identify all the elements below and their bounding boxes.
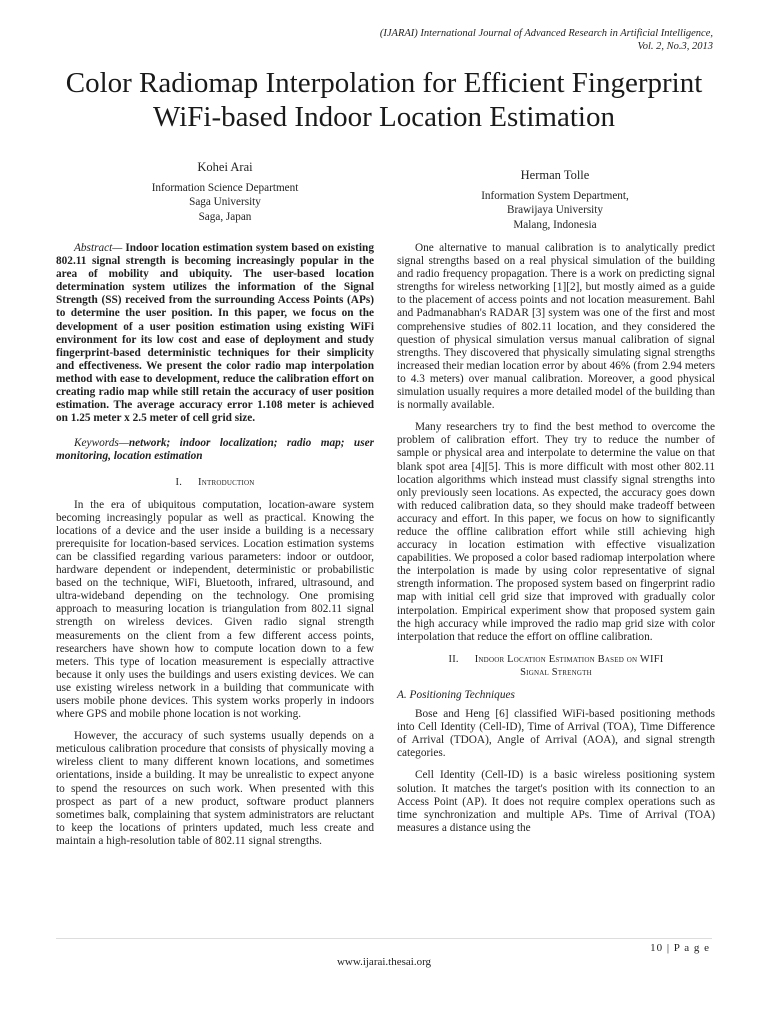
- paragraph: One alternative to manual calibration is to analytically predict signal strengths based on a real physical simulation of the building and radio frequency propagation. There is a work on predicting signal strengths for wireless networking [1][2], but mostly aimed as a guide to the placement of access points and not location measurement. Bahl and Padmanabhan's RADAR [3] system was one of the first and most comprehensive studies of 802.11 location, and they considered the question of physical simulation versus manual calibration of signal strengths. They discovered that physically simulating signal strengths increased their median location error by about 46% (from 2.94 meters to 4.3 meters) over manual calibration. Moreover, a good physical simulation usually requires a more detailed model of the building than is normally available.: [397, 242, 715, 412]
- paragraph: Cell Identity (Cell-ID) is a basic wireless positioning system solution. It matches the target's position with its connection to an Access Point (AP). It does not require complex operations such as time synchronization and multiple APs. Time of Arrival (TOA) measures a distance using the: [397, 769, 715, 834]
- author-affiliation: Saga University: [189, 196, 261, 208]
- paragraph: Bose and Heng [6] classified WiFi-based positioning methods into Cell Identity (Cell-ID), Time of Arrival (TOA), Time Difference of Arrival (TDOA), Angle of Arrival (AOA), and signal strength categories.: [397, 708, 715, 760]
- section-number: II.: [448, 653, 459, 665]
- journal-header-line2: Vol. 2, No.3, 2013: [637, 41, 713, 52]
- journal-header-line1: (IJARAI) International Journal of Advanced Research in Artificial Intelligence,: [379, 28, 713, 39]
- author-name: Herman Tolle: [520, 168, 590, 182]
- subsection-heading: A. Positioning Techniques: [397, 689, 515, 701]
- abstract: [56, 242, 374, 425]
- page-number: 10 | P a g e: [650, 942, 710, 954]
- left-column: [56, 242, 374, 857]
- paragraph: Many researchers try to find the best method to overcome the problem of calibration effort. They try to reduce the number of sample or physical area and interpolate to determine the value on that blank spot area [4][5]. This is more difficult with most other 802.11 location algorithms which instead must classify signal strengths into only previously seen locations. As expected, the accuracy goes down with reduced calibration data, so they should make tradeoff between accuracy and effort. In this paper, we focus on how to significantly reduce the offline calibration effort while still achieving high accuracy in location estimation with effective visualization capabilities. We proposed a color based radiomap interpolation where the interpolation is made by using color representative of signal strength information. The proposed system based on fingerprint radio map with initial cell grid size that improved with gradually color interpolation. Empirical experiment show that proposed system gain the high accuracy while improved the radio map grid size with color interpolation that reduce the effort on offline calibration.: [397, 421, 715, 643]
- section-heading-introduction: [56, 476, 374, 489]
- section-number: I.: [175, 476, 183, 488]
- right-column: [397, 242, 715, 844]
- abstract-text: Indoor location estimation system based on existing 802.11 signal strength is becoming increasingly popular in the area of mobility and ubiquity. The user-based location determination system utilizes the information of the Signal Strength (SS) received from the surrounding Access Points (APs) to determine the user position. In this paper, we focus on the development of a user position estimation using existing WiFi environment for its low cost and ease of deployment and study fingerprint-based deterministic techniques for their simplicity and effectiveness. We present the color radio map interpolation method with ease to development, reduce the calibration effort on creating radio map while still retain the accuracy of user position estimation. The average accuracy error 1.108 meter is achieved on 1.25 meter x 2.5 meter of cell grid size.: [56, 242, 374, 425]
- section-title-line1: Indoor Location Estimation Based on WIFI: [474, 653, 664, 665]
- author-name: Kohei Arai: [197, 160, 253, 174]
- keywords: [56, 437, 374, 463]
- section-heading-indoor-location: [397, 653, 715, 679]
- section-title: Introduction: [198, 476, 255, 488]
- section-title-line2: Signal Strength: [520, 666, 592, 678]
- journal-header: [213, 27, 713, 53]
- abstract-lead: Abstract—: [74, 242, 123, 254]
- paragraph: In the era of ubiquitous computation, location-aware system becoming increasingly popular as well as practical. Knowing the locations of a device and the user inside a building is a necessary prerequisite for location-based services. Location estimation systems can be classified regarding various parameters: indoor or outdoor, hardware dependent or independent, deterministic or probabilistic based on the technique, WiFi, Bluetooth, infrared, ultrasound, and ultra-wideband depending on the technology. One promising approach to measuring location is triangulation from 802.11 signal strength on wireless devices. Given radio signal strength measurements on the client from a few different access points, researchers have shown how to compute location down to a few meters. This type of location measurement is especially attractive because it only uses the buildings and users existing devices. We can use existing wireless network in a building that communicate with users mobile phone devices. This system works properly in indoors where GPS and mobile phone location is not working.: [56, 498, 374, 721]
- footer-divider: [56, 938, 712, 939]
- author-location: Malang, Indonesia: [513, 218, 597, 231]
- author-block-2: [430, 168, 680, 232]
- paragraph: However, the accuracy of such systems usually depends on a meticulous calibration procedure that consists of physically moving a wireless client to many different known locations, and sometimes orientations, inside a building. It may be unrealistic to expect anyone to spend the resources on such work. When presented with this prospect as part of a new product, software product planners sometimes balk, complaining that system administrators are reluctant to keep the locations of printers updated, much less create and maintain a high-resolution table of 802.11 signal strengths.: [56, 730, 374, 847]
- author-block-1: [100, 160, 350, 224]
- keywords-lead: Keywords—: [74, 437, 129, 450]
- author-department: Information System Department,: [481, 189, 629, 202]
- author-affiliation: Brawijaya University: [506, 204, 603, 216]
- keywords-text: network; indoor localization; radio map; user monitoring, location estimation: [56, 437, 374, 463]
- author-location: Saga, Japan: [198, 210, 252, 223]
- footer-url: www.ijarai.thesai.org: [336, 956, 432, 968]
- author-department: Information Science Department: [151, 181, 299, 194]
- paper-title: Color Radiomap Interpolation for Efficient Fingerprint WiFi-based Indoor Location Estimation: [65, 67, 703, 133]
